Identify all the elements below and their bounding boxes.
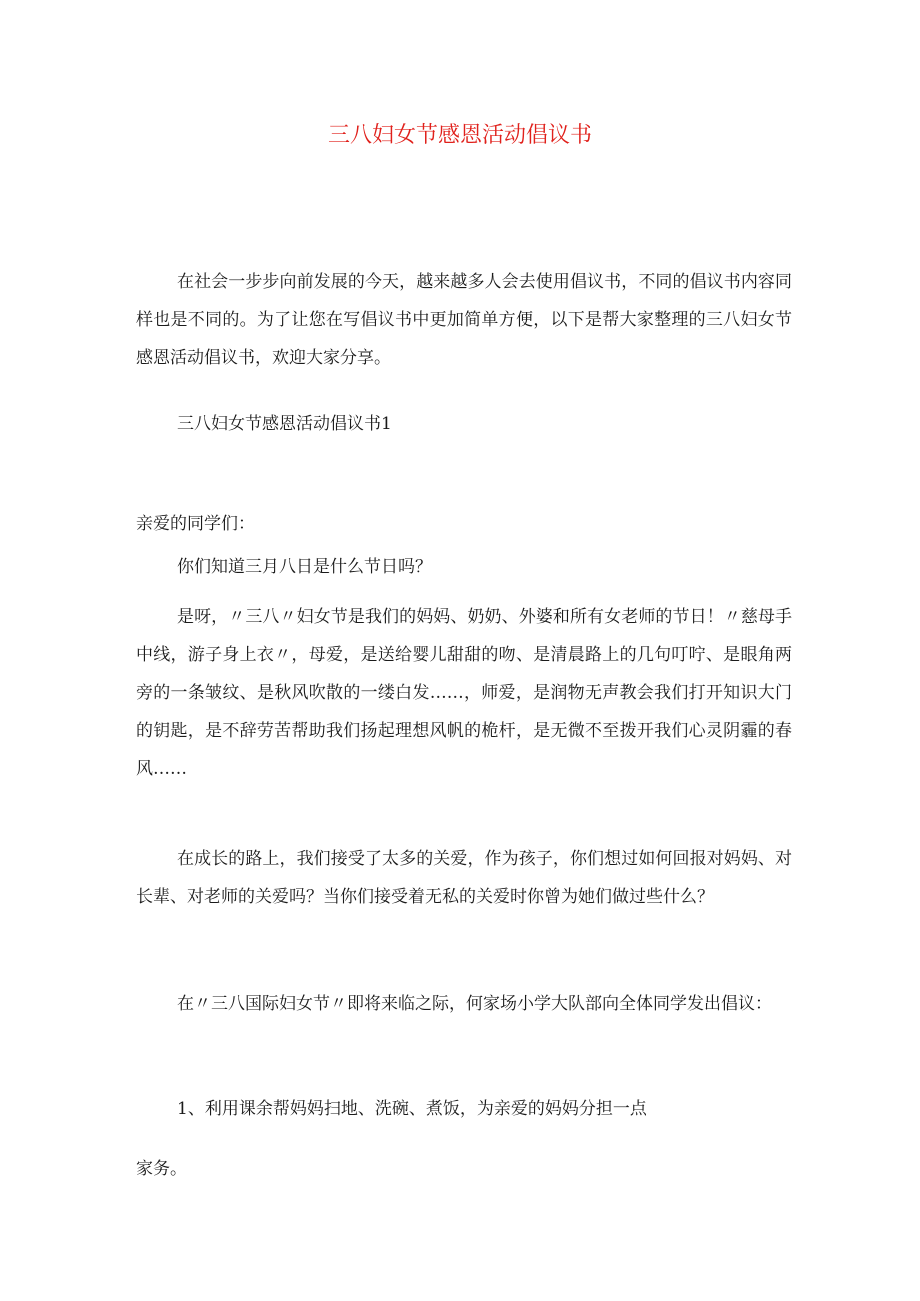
list-item-continuation: 家务。 — [136, 1159, 187, 1179]
intro-paragraph: 在社会一步步向前发展的今天，越来越多人会去使用倡议书，不同的倡议书内容同样也是不同的。为了让您在写倡议书中更加简单方便，以下是帮大家整理的三八妇女节感恩活动倡议书，欢迎大家分享。 — [136, 272, 792, 368]
list-item: 1、利用课余帮妈妈扫地、洗碗、煮饭，为亲爱的妈妈分担一点 — [177, 1099, 647, 1119]
question-paragraph: 你们知道三月八日是什么节日吗？ — [177, 557, 432, 577]
document-title: 三八妇女节感恩活动倡议书 — [327, 123, 592, 148]
reflection-paragraph: 在成长的路上，我们接受了太多的关爱，作为孩子，你们想过如何回报对妈妈、对长辈、对老师的关爱吗？当你们接受着无私的关爱时你曾为她们做过些什么？ — [136, 849, 792, 907]
proposal-paragraph: 在〃三八国际妇女节〃即将来临之际，何家场小学大队部向全体同学发出倡议： — [177, 994, 772, 1014]
section-heading: 三八妇女节感恩活动倡议书1 — [177, 414, 392, 434]
greeting-line: 亲爱的同学们： — [136, 514, 255, 534]
answer-paragraph: 是呀，〃三八〃妇女节是我们的妈妈、奶奶、外婆和所有女老师的节日！〃慈母手中线，游子身上衣〃，母爱，是送给婴儿甜甜的吻、是清晨路上的几句叮咛、是眼角两旁的一条皱纹、是秋风吹散的一缕白发……，师爱，是润物无声教会我们打开知识大门的钥匙，是不辞劳苦帮助我们扬起理想风帆的桅杆，是无微不至拨开我们心灵阴霾的春风…… — [136, 607, 792, 779]
